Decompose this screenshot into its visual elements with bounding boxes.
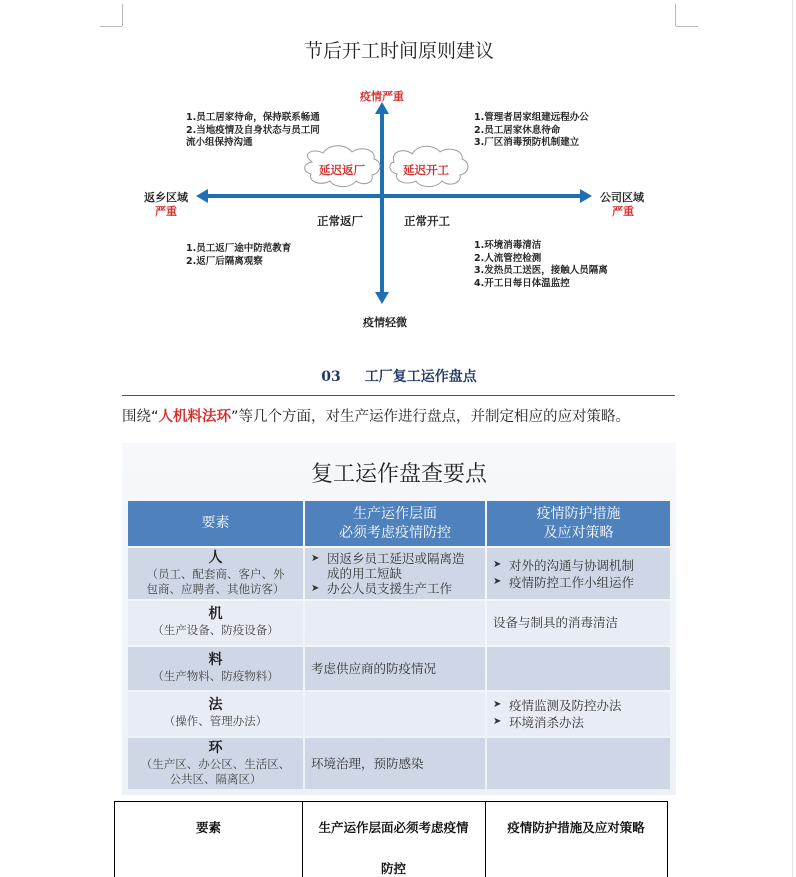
bottom-header-measures: 疫情防护措施及应对策略 [507,820,645,835]
quadrant-figure [122,26,676,336]
checklist-figure [122,443,676,795]
section-divider [122,395,675,396]
arrow-bullet-icon: ➤ [493,699,502,710]
quadrant-bottom-left-text: 1.员工返厂途中防范教育 2.返厂后隔离观察 [186,243,292,267]
row-element-cell: 法 （操作、管理办法） [128,692,303,736]
axis-left-label: 返乡区域 [144,191,188,204]
row-production-cell: ➤ 因返乡员工延迟或隔离造 成的用工短缺 ➤ 办公人员支援生产工作 [305,548,485,599]
page-edge [792,0,793,877]
section-number: 03 [321,369,341,385]
axis-left-severity: 严重 [155,205,177,218]
row-measures-cell [487,738,670,789]
table-row [128,692,670,736]
horizontal-axis-arrow [196,189,592,203]
table-row [128,647,670,690]
quadrant-bottom-right-text: 1.环境消毒清洁 2.人流管控检测 3.发热员工送医，接触人员隔离 4.开工日每日体温监控 [474,240,608,289]
quadrant-top-right-text: 1.管理者居家组建远程办公 2.员工居家休息待命 3.厂区消毒预防机制建立 [474,112,589,148]
axis-bottom-label: 疫情轻微 [363,316,407,329]
arrow-bullet-icon: ➤ [493,716,502,727]
header-element: 要素 [128,501,303,546]
row-element-cell: 料 （生产物料、防疫物料） [128,647,303,690]
arrow-bullet-icon: ➤ [311,553,320,564]
row-element-cell: 环 （生产区、办公区、生活区、 公共区、隔离区） [128,738,303,789]
header-production: 生产运作层面 必须考虑疫情防控 [305,501,485,546]
row-measures-cell [487,647,670,690]
row-production-cell: 环境治理，预防感染 [305,738,485,789]
row-measures-cell: 设备与制具的消毒清洁 [487,601,670,645]
arrow-bullet-icon: ➤ [493,576,502,587]
section-title: 工厂复工运作盘点 [364,369,477,385]
row-measures-cell: ➤ 对外的沟通与协调机制 ➤ 疫情防控工作小组运作 [487,548,670,599]
page-corner-mark-left [100,4,123,27]
bottom-header-element: 要素 [115,802,303,877]
page-corner-mark-right [675,4,698,27]
bottom-table [114,801,668,877]
axis-right-label: 公司区域 [600,191,644,204]
section-heading [122,366,676,386]
table-row [128,548,670,599]
quadrant-title: 节后开工时间原则建议 [303,40,494,62]
intro-paragraph: 围绕“人机料法环”等几个方面，对生产运作进行盘点，并制定相应的应对策略。 [122,409,631,425]
bottom-header-production: 生产运作层面必须考虑疫情 防控 [302,802,486,877]
header-measures: 疫情防护措施 及应对策略 [487,501,670,546]
normal-return-label: 正常返厂 [317,214,363,228]
row-production-cell: 考虑供应商的防疫情况 [305,647,485,690]
checklist-header-row [128,501,670,546]
normal-start-label: 正常开工 [404,214,450,228]
table-row [128,738,670,789]
vertical-axis-arrow [375,102,389,304]
quadrant-top-left-text: 1.员工居家待命，保持联系畅通 2.当地疫情及自身状态与员工同 流小组保持沟通 [186,112,320,148]
row-production-cell [305,692,485,736]
table-row [128,601,670,645]
arrow-bullet-icon: ➤ [311,583,320,594]
arrow-bullet-icon: ➤ [493,559,502,570]
checklist-title: 复工运作盘查要点 [310,462,487,487]
row-production-cell [305,601,485,645]
row-element-cell: 机 （生产设备、防疫设备） [128,601,303,645]
highlight-keyword: 人机料法环 [158,409,232,425]
bubble-delay-start: 延迟开工 [403,163,449,177]
row-measures-cell: ➤ 疫情监测及防控办法 ➤ 环境消杀办法 [487,692,670,736]
axis-right-severity: 严重 [612,205,634,218]
axis-top-label: 疫情严重 [360,90,404,103]
row-element-cell: 人 （员工、配套商、客户、外 包商、应聘者、其他访客） [128,548,303,599]
bubble-delay-return: 延迟返厂 [319,163,365,177]
